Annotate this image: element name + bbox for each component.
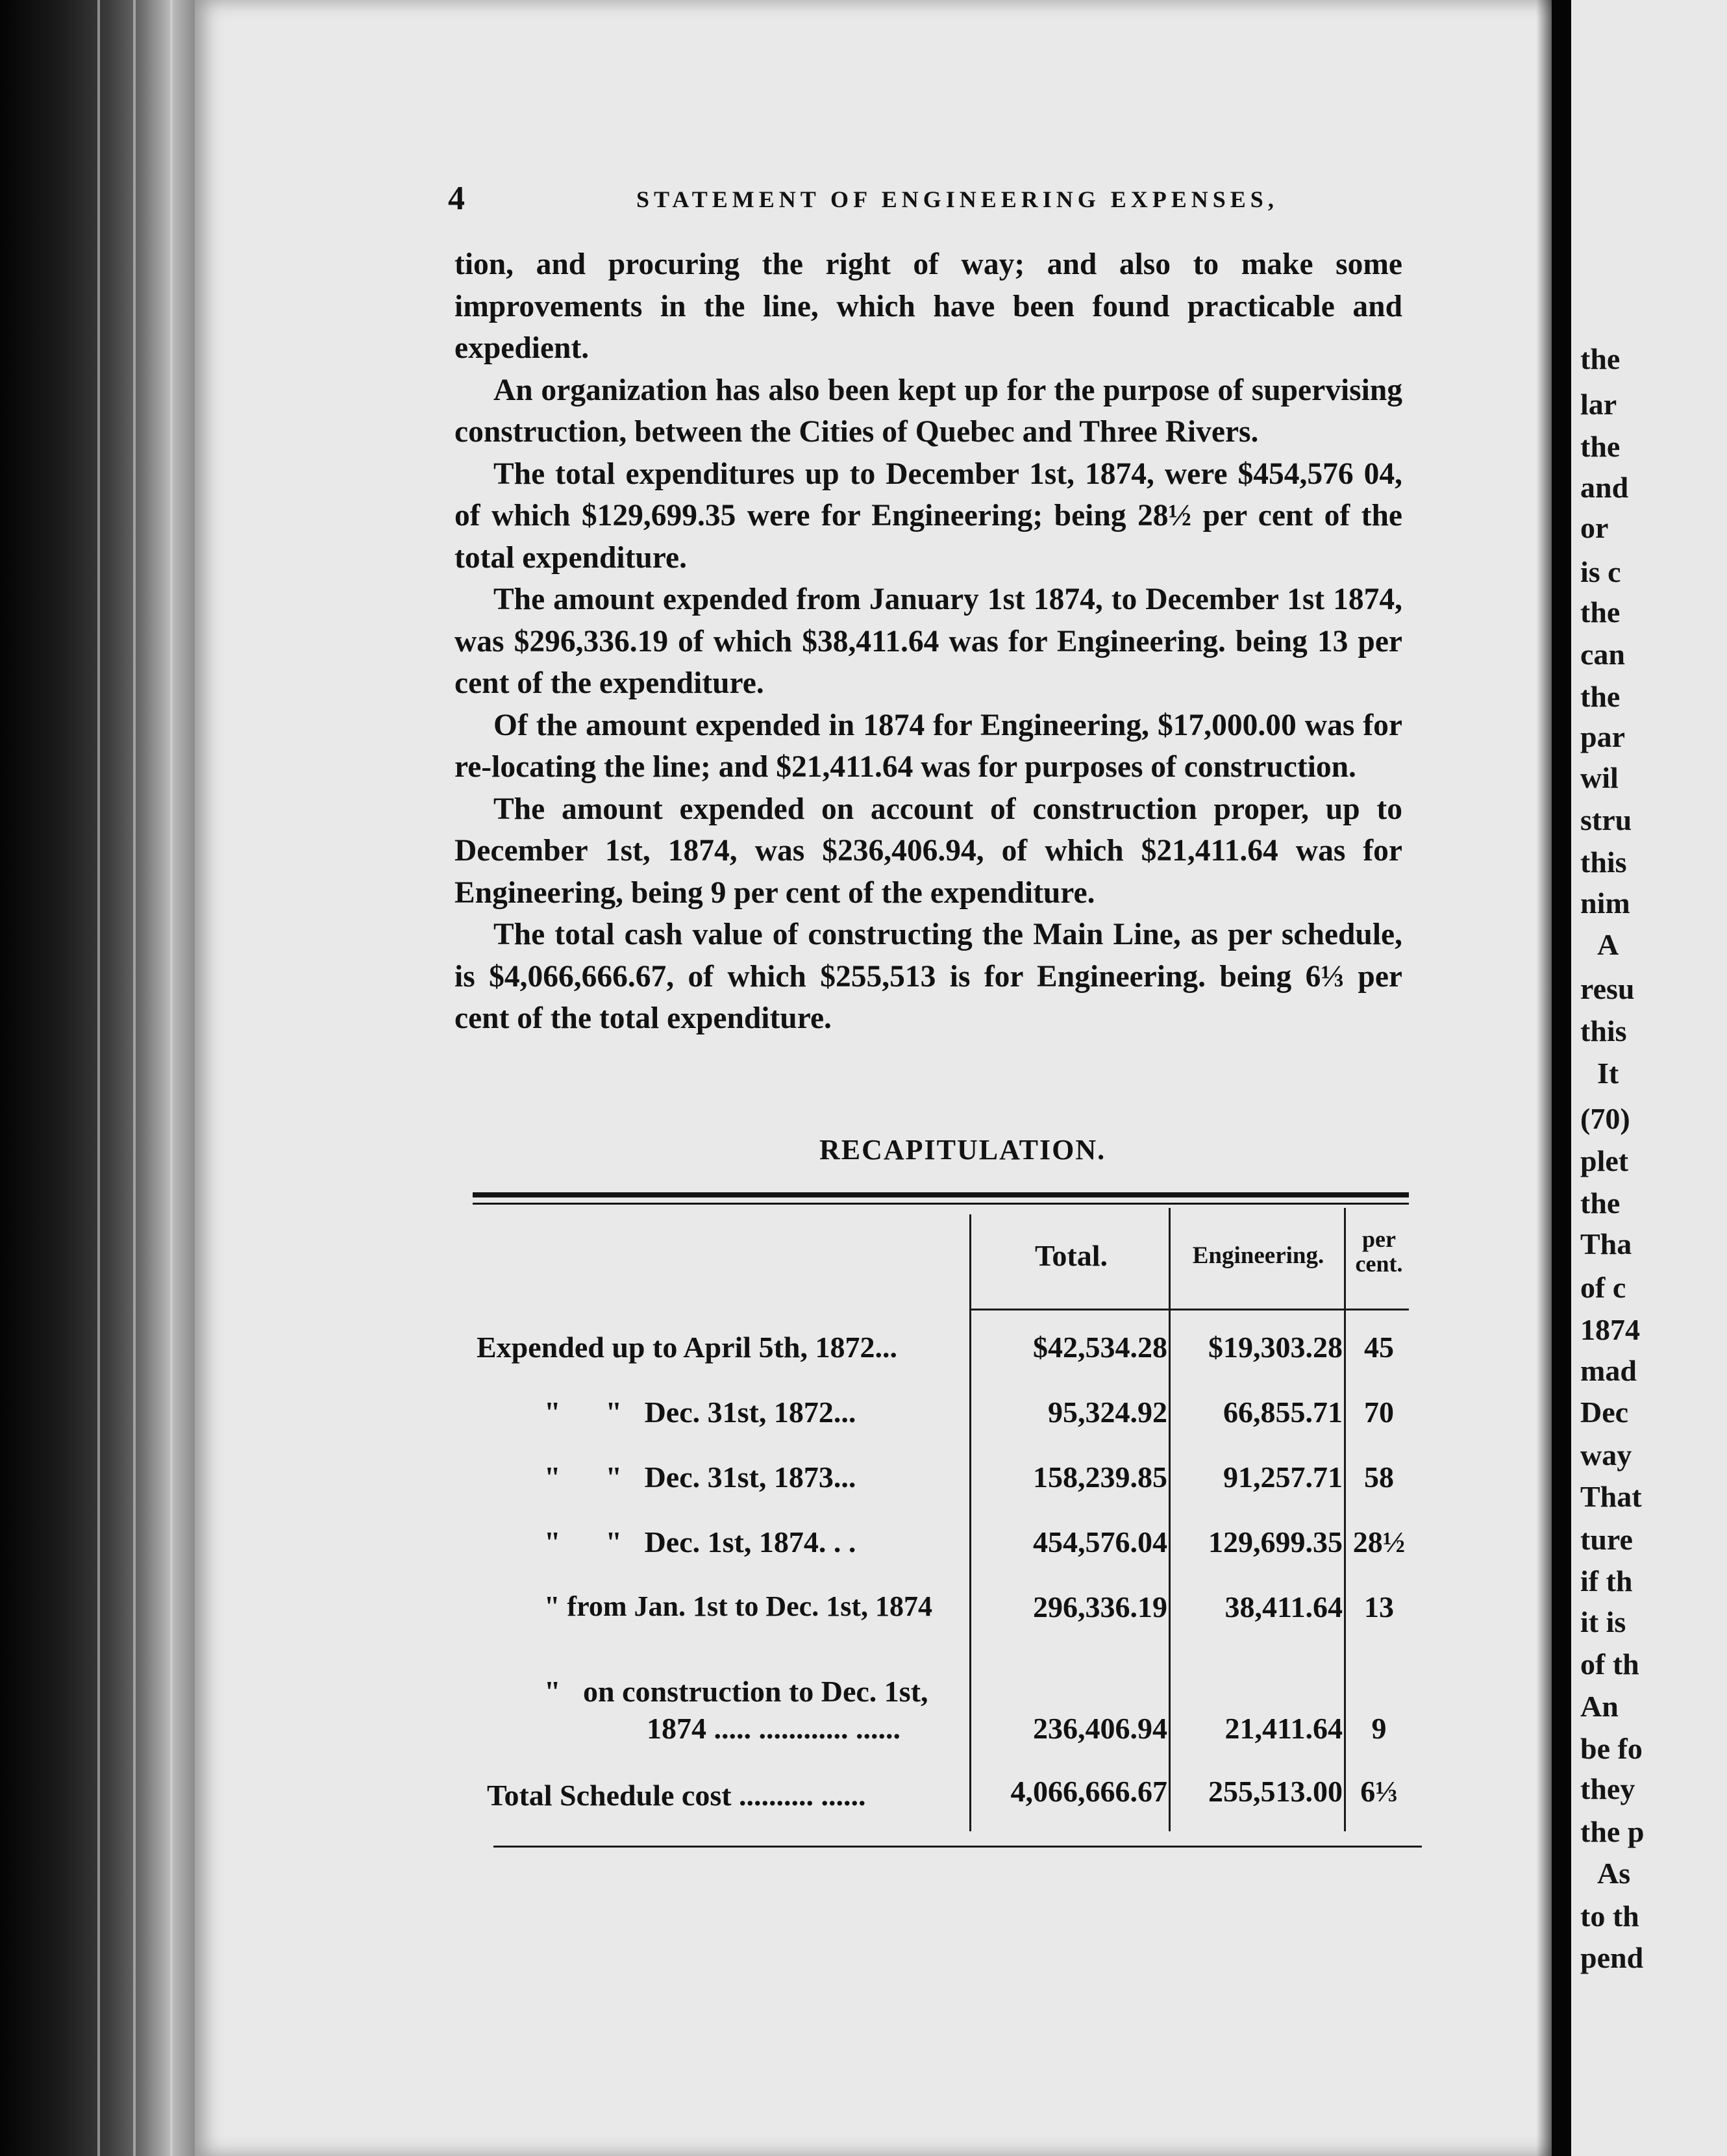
facing-page-text: resu	[1580, 972, 1635, 1005]
facing-page-text: stru	[1580, 803, 1632, 836]
facing-page-text: the	[1580, 342, 1621, 375]
book-binding	[0, 0, 195, 2156]
row-label: " " Dec. 1st, 1874. . .	[544, 1525, 856, 1559]
row-label-continued: 1874 ..... ............ ......	[647, 1712, 901, 1745]
row-total: 454,576.04	[1033, 1525, 1167, 1559]
facing-page-text: the	[1580, 680, 1621, 713]
table-top-rule	[473, 1203, 1409, 1205]
row-label: Expended up to April 5th, 1872...	[477, 1331, 897, 1364]
table-top-rule	[473, 1192, 1409, 1197]
facing-page-text: (70)	[1580, 1102, 1630, 1135]
row-label: Total Schedule cost .......... ......	[487, 1779, 866, 1812]
facing-page-text: the	[1580, 430, 1621, 463]
row-percent: 6⅓	[1360, 1775, 1398, 1808]
paragraph: The total cash value of constructing the Main Line, as per schedule, is $4,066,666.67, of which $255,513 is for Engineering. being 6⅓ per cent of the total expenditure.	[454, 918, 1402, 1035]
facing-page-text: That	[1580, 1480, 1642, 1513]
page-shadow	[1536, 0, 1552, 2156]
page-header	[448, 179, 1422, 218]
facing-page-text: if th	[1580, 1564, 1633, 1598]
facing-page-text: be fo	[1580, 1732, 1643, 1765]
header-underline	[971, 1309, 1409, 1310]
paragraph: An organization has also been kept up for the purpose of supervising construction, between the Cities of Quebec and Three Rivers.	[454, 373, 1402, 449]
paragraph: Of the amount expended in 1874 for Engineering, $17,000.00 was for re-locating the line; and $21,411.64 was for purposes of construction.	[454, 708, 1402, 784]
facing-page-text: mad	[1580, 1354, 1637, 1387]
facing-page-text: As	[1597, 1857, 1631, 1890]
column-header-total: Total.	[1034, 1239, 1108, 1272]
facing-page-text: Dec	[1580, 1396, 1629, 1429]
binding-edge	[133, 0, 136, 2156]
facing-page-text: the	[1580, 1186, 1621, 1220]
row-engineering: 91,257.71	[1223, 1460, 1343, 1494]
facing-page-text: to th	[1580, 1899, 1639, 1933]
row-engineering: 21,411.64	[1224, 1712, 1343, 1745]
row-engineering: 255,513.00	[1208, 1775, 1343, 1808]
row-percent: 13	[1364, 1590, 1394, 1623]
facing-page-text: can	[1580, 638, 1625, 671]
paragraph: The amount expended on account of construction proper, up to December 1st, 1874, was $236,406.94, of which $21,411.64 was for Engineering, being 9 per cent of the expenditure.	[454, 792, 1402, 910]
facing-page-text: It	[1597, 1057, 1619, 1090]
row-engineering: 129,699.35	[1208, 1525, 1343, 1559]
row-label: " on construction to Dec. 1st,	[544, 1675, 928, 1708]
row-percent: 58	[1364, 1460, 1394, 1494]
facing-page-text: they	[1580, 1772, 1635, 1805]
facing-page-text: An	[1580, 1690, 1619, 1723]
facing-page-text: this	[1580, 846, 1627, 879]
column-rule	[1169, 1208, 1171, 1831]
facing-page-text: ture	[1580, 1523, 1633, 1556]
row-percent: 70	[1364, 1396, 1394, 1429]
binding-edge	[170, 0, 173, 2156]
row-label: " from Jan. 1st to Dec. 1st, 1874	[544, 1590, 932, 1622]
row-total: 4,066,666.67	[1010, 1775, 1167, 1808]
facing-page-text: is c	[1580, 555, 1621, 588]
column-header-percent: per cent.	[1355, 1226, 1403, 1277]
row-percent: 45	[1364, 1331, 1394, 1364]
row-total: 296,336.19	[1033, 1590, 1167, 1623]
row-total: 158,239.85	[1033, 1460, 1167, 1494]
recapitulation-title: RECAPITULATION.	[819, 1134, 1106, 1166]
row-percent: 28½	[1352, 1525, 1406, 1559]
facing-page	[1571, 0, 1727, 2156]
facing-page-text: and	[1580, 471, 1629, 504]
column-rule	[1344, 1208, 1346, 1831]
facing-page-text: plet	[1580, 1144, 1629, 1177]
row-label: " " Dec. 31st, 1873...	[544, 1460, 856, 1494]
row-total: 95,324.92	[1048, 1396, 1167, 1429]
facing-page-text: of c	[1580, 1271, 1626, 1304]
column-rule	[969, 1214, 971, 1831]
facing-page-text: way	[1580, 1438, 1632, 1472]
row-total: $42,534.28	[1033, 1331, 1167, 1364]
row-engineering: $19,303.28	[1208, 1331, 1343, 1364]
facing-page-text: the	[1580, 595, 1621, 629]
table-bottom-rule	[493, 1846, 1422, 1848]
facing-page-text: nim	[1580, 886, 1630, 920]
facing-page-text: the p	[1580, 1815, 1645, 1848]
page-number: 4	[448, 180, 465, 217]
row-total: 236,406.94	[1033, 1712, 1167, 1745]
facing-page-text: pend	[1580, 1941, 1644, 1974]
binding-edge	[97, 0, 100, 2156]
paragraph: The total expenditures up to December 1st, 1874, were $454,576 04, of which $129,699.35 were for Engineering; being 28½ per cent of the total expenditure.	[454, 457, 1402, 575]
facing-page-text: par	[1580, 720, 1625, 753]
facing-page-text: wil	[1580, 761, 1619, 794]
row-label: " " Dec. 31st, 1872...	[544, 1396, 856, 1429]
column-header-engineering: Engineering.	[1192, 1242, 1324, 1269]
row-percent: 9	[1371, 1712, 1387, 1745]
paragraph: tion, and procuring the right of way; and also to make some improvements in the line, which have been found practicable and expedient.	[454, 247, 1402, 365]
facing-page-text: lar	[1580, 388, 1617, 421]
facing-page-text: or	[1580, 511, 1609, 544]
facing-page-text: this	[1580, 1014, 1627, 1047]
facing-page-text: A	[1597, 928, 1619, 961]
running-head: STATEMENT OF ENGINEERING EXPENSES,	[636, 186, 1278, 212]
facing-page-text: 1874	[1580, 1313, 1640, 1346]
facing-page-text: it is	[1580, 1605, 1626, 1638]
facing-page-text: Tha	[1580, 1227, 1632, 1260]
row-engineering: 38,411.64	[1224, 1590, 1343, 1623]
body-text	[454, 244, 1402, 1040]
paragraph: The amount expended from January 1st 1874, to December 1st 1874, was $296,336.19 of which $38,411.64 was for Engineering. being 13 per cent of the expenditure.	[454, 583, 1402, 700]
facing-page-text: of th	[1580, 1648, 1639, 1681]
row-engineering: 66,855.71	[1223, 1396, 1343, 1429]
page-gutter	[1552, 0, 1571, 2156]
